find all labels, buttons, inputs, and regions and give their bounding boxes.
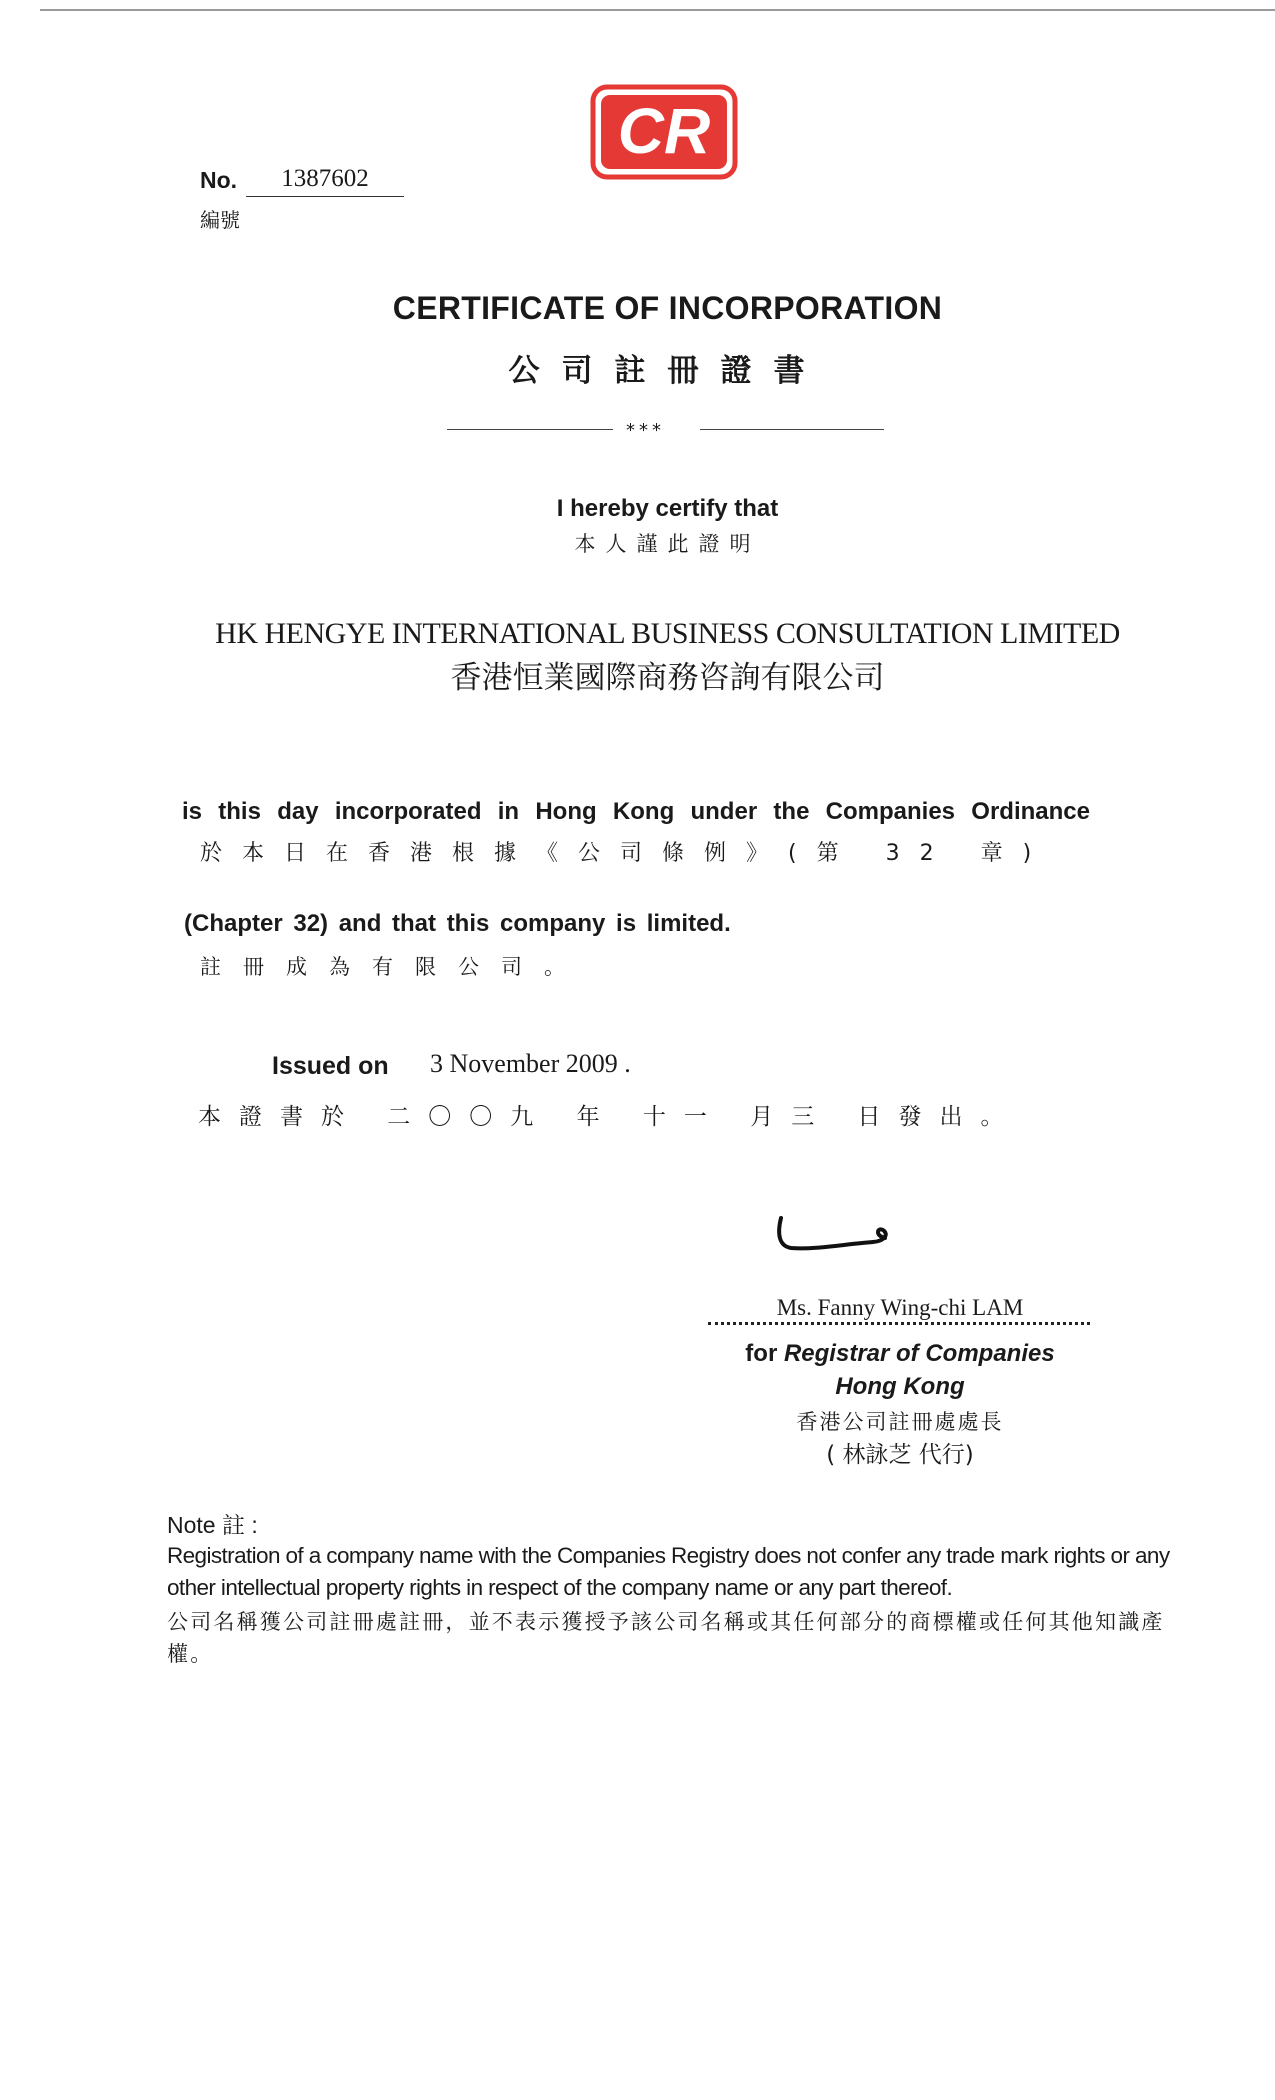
note-text-zh: 公司名稱獲公司註冊處註冊，並不表示獲授予該公司名稱或其任何部分的商標權或任何其他知識產權。: [167, 1610, 1165, 1666]
signatory-name-zh: ( 林詠芝 代行): [826, 1442, 974, 1468]
certificate-title-zh: 公司註冊證書: [508, 353, 827, 389]
company-name: HK HENGYE INTERNATIONAL BUSINESS CONSULTATION LIMITED: [215, 617, 1120, 650]
divider-line-right: [700, 429, 884, 430]
incorporation-line-1-zh: 於本日在香港根據《公司條例》(第 32 章): [200, 841, 1052, 866]
registrar-title-zh: 香港公司註冊處處長: [796, 1410, 1004, 1434]
company-name-zh: 香港恒業國際商務咨詢有限公司: [450, 660, 885, 696]
incorporation-line-2: (Chapter 32) and that this company is limited.: [184, 910, 731, 937]
note-text: Registration of a company name with the Companies Registry does not confer any trade mark rights or any other intellectual property rights in respect of the company name or any part thereof.: [167, 1543, 1170, 1600]
certificate-title: CERTIFICATE OF INCORPORATION: [392, 290, 943, 326]
issued-statement-zh: 本證書於 二〇〇九 年 十一 月三 日發出。: [198, 1104, 1022, 1130]
incorporation-line-2-zh: 註冊成為有限公司。: [200, 955, 587, 979]
cr-logo-text: CR: [617, 95, 711, 167]
cr-logo: [590, 84, 738, 180]
issued-label: Issued on: [272, 1052, 389, 1080]
registrar-for-label: for: [745, 1340, 778, 1367]
certificate-number-label: No.: [200, 167, 238, 193]
divider-line-left: [447, 429, 613, 430]
issued-date: 3 November 2009 .: [430, 1049, 631, 1078]
signatory-name: Ms. Fanny Wing-chi LAM: [776, 1295, 1024, 1320]
registrar-title-line: [710, 1340, 1090, 1368]
note-label: Note 註 :: [167, 1512, 258, 1538]
certify-statement: I hereby certify that: [556, 495, 779, 522]
top-scan-rule: [40, 9, 1275, 11]
divider-stars: ***: [626, 420, 665, 441]
signature-dotted-line: [708, 1322, 1090, 1325]
registrar-location: Hong Kong: [835, 1373, 965, 1400]
certificate-number-label-zh: 編號: [200, 208, 240, 232]
handwritten-signature: [775, 1208, 893, 1258]
incorporation-line-1: is this day incorporated in Hong Kong under the Companies Ordinance: [182, 798, 1090, 825]
certificate-number-value: 1387602: [246, 164, 404, 197]
certify-statement-zh: 本人謹此證明: [574, 532, 761, 556]
registrar-title: Registrar of Companies: [783, 1340, 1055, 1367]
